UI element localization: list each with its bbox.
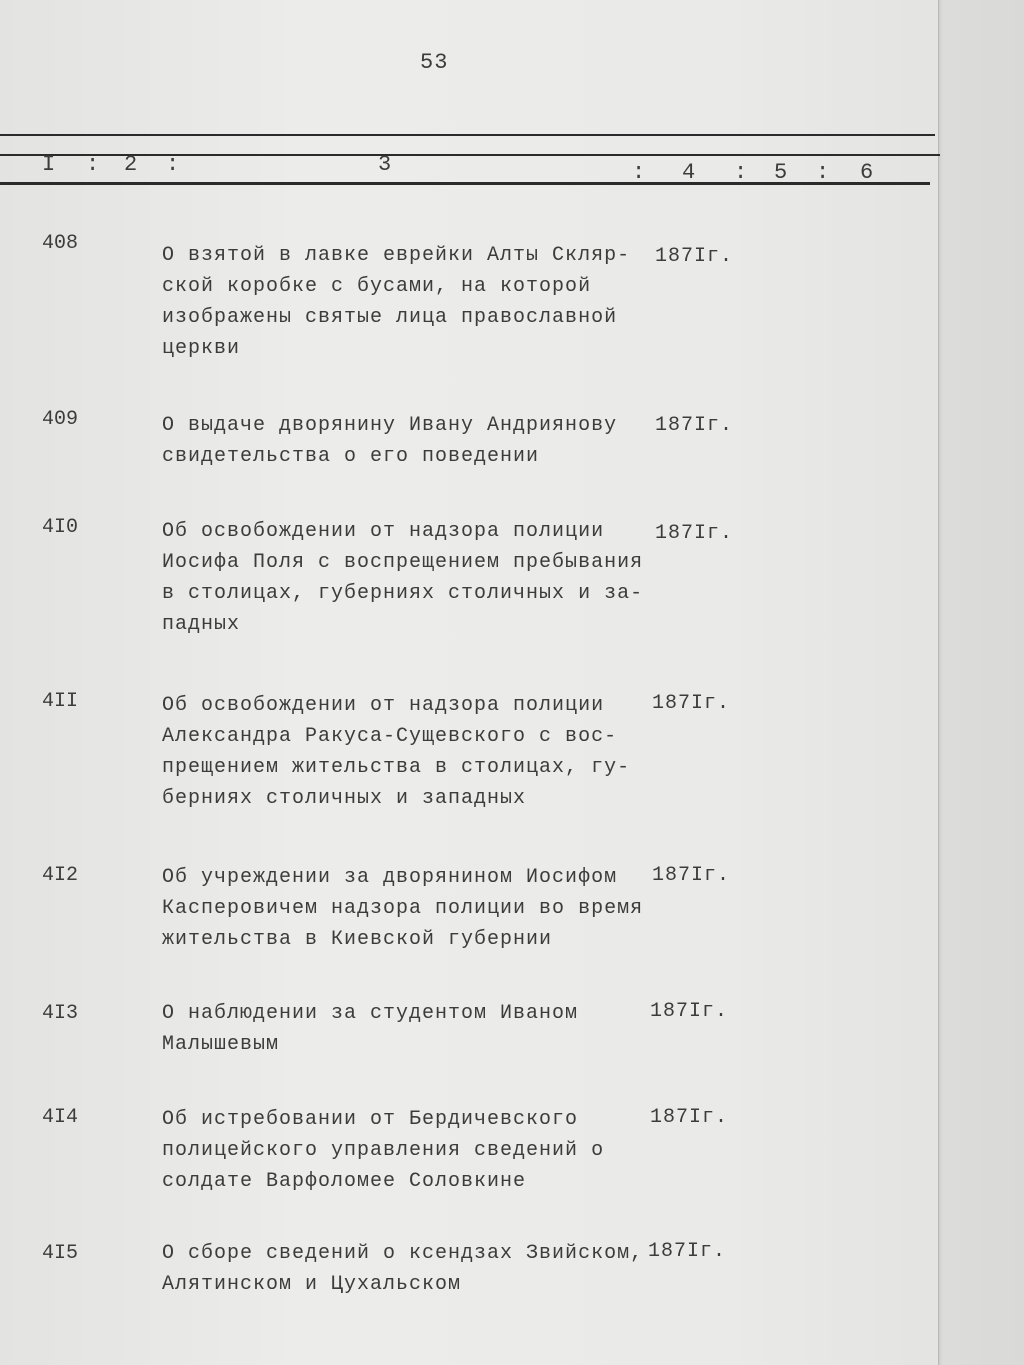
- entry-line: берниях столичных и западных: [162, 787, 527, 810]
- entry-number: 4II: [42, 690, 79, 713]
- column-separator: :: [734, 160, 748, 185]
- entry-line: падных: [162, 613, 241, 636]
- entry-line: Об учреждении за дворянином Иосифом: [162, 866, 618, 889]
- entry-line: прещением жительства в столицах, гу-: [162, 756, 631, 779]
- entry-year: 187Iг.: [652, 692, 731, 715]
- entry-line: полицейского управления сведений о: [162, 1139, 605, 1162]
- entry-number: 4I3: [42, 1002, 79, 1025]
- entry-title: [162, 998, 578, 1060]
- entry-line: изображены святые лица православной: [162, 306, 618, 329]
- entry-title: [162, 862, 643, 955]
- entry-line: Алятинском и Цухальском: [162, 1273, 462, 1296]
- entry-year: 187Iг.: [652, 864, 731, 887]
- entry-number: 409: [42, 408, 79, 431]
- entry-title: [162, 690, 630, 814]
- entry-title: [162, 1238, 643, 1300]
- column-separator: :: [816, 160, 830, 185]
- entry-number: 408: [42, 232, 79, 255]
- column-header-4: 4: [682, 160, 696, 185]
- entry-line: свидетельства о его поведении: [162, 445, 540, 468]
- entry-line: Иосифа Поля с воспрещением пребывания: [162, 551, 644, 574]
- entry-line: Об освобождении от надзора полиции: [162, 694, 605, 717]
- entry-line: Касперовичем надзора полиции во время: [162, 897, 644, 920]
- entry-year: 187Iг.: [650, 1106, 729, 1129]
- entry-year: 187Iг.: [655, 414, 734, 437]
- column-separator: :: [166, 152, 180, 177]
- entry-line: в столицах, губерниях столичных и за-: [162, 582, 644, 605]
- entry-number: 4I2: [42, 864, 79, 887]
- entry-line: О сборе сведений о ксендзах Звийском,: [162, 1242, 644, 1265]
- entry-line: Об освобождении от надзора полиции: [162, 520, 605, 543]
- entry-line: церкви: [162, 337, 241, 360]
- entry-title: [162, 240, 630, 364]
- column-header-3: 3: [378, 152, 392, 177]
- column-header-2: 2: [124, 152, 138, 177]
- next-sheet-edge: [938, 0, 1024, 1365]
- entry-line: солдате Варфоломее Соловкине: [162, 1170, 527, 1193]
- page-number: 53: [420, 50, 449, 75]
- entry-number: 4I4: [42, 1106, 79, 1129]
- column-header-5: 5: [774, 160, 788, 185]
- entry-line: Об истребовании от Бердичевского: [162, 1108, 579, 1131]
- entry-year: 187Iг.: [655, 522, 734, 545]
- column-separator: :: [86, 152, 100, 177]
- entry-line: ской коробке с бусами, на которой: [162, 275, 592, 298]
- entry-title: [162, 1104, 604, 1197]
- entry-year: 187Iг.: [650, 1000, 729, 1023]
- header-top-rule: [0, 134, 935, 136]
- column-separator: :: [632, 160, 646, 185]
- column-header-6: 6: [860, 160, 874, 185]
- entry-line: О взятой в лавке еврейки Алты Скляр-: [162, 244, 631, 267]
- entry-number: 4I5: [42, 1242, 79, 1265]
- column-header-1: I: [42, 152, 56, 177]
- entry-line: Малышевым: [162, 1033, 280, 1056]
- entry-year: 187Iг.: [648, 1240, 727, 1263]
- entry-line: О наблюдении за студентом Иваном: [162, 1002, 579, 1025]
- entry-line: Александра Ракуса-Сущевского с вос-: [162, 725, 618, 748]
- entry-line: жительства в Киевской губернии: [162, 928, 553, 951]
- entry-line: О выдаче дворянину Ивану Андриянову: [162, 414, 618, 437]
- entry-year: 187Iг.: [655, 245, 734, 268]
- entry-title: [162, 410, 617, 472]
- entry-title: [162, 516, 643, 640]
- header-middle-rule: [0, 154, 940, 156]
- header-bottom-rule: [0, 182, 930, 185]
- entry-number: 4I0: [42, 516, 79, 539]
